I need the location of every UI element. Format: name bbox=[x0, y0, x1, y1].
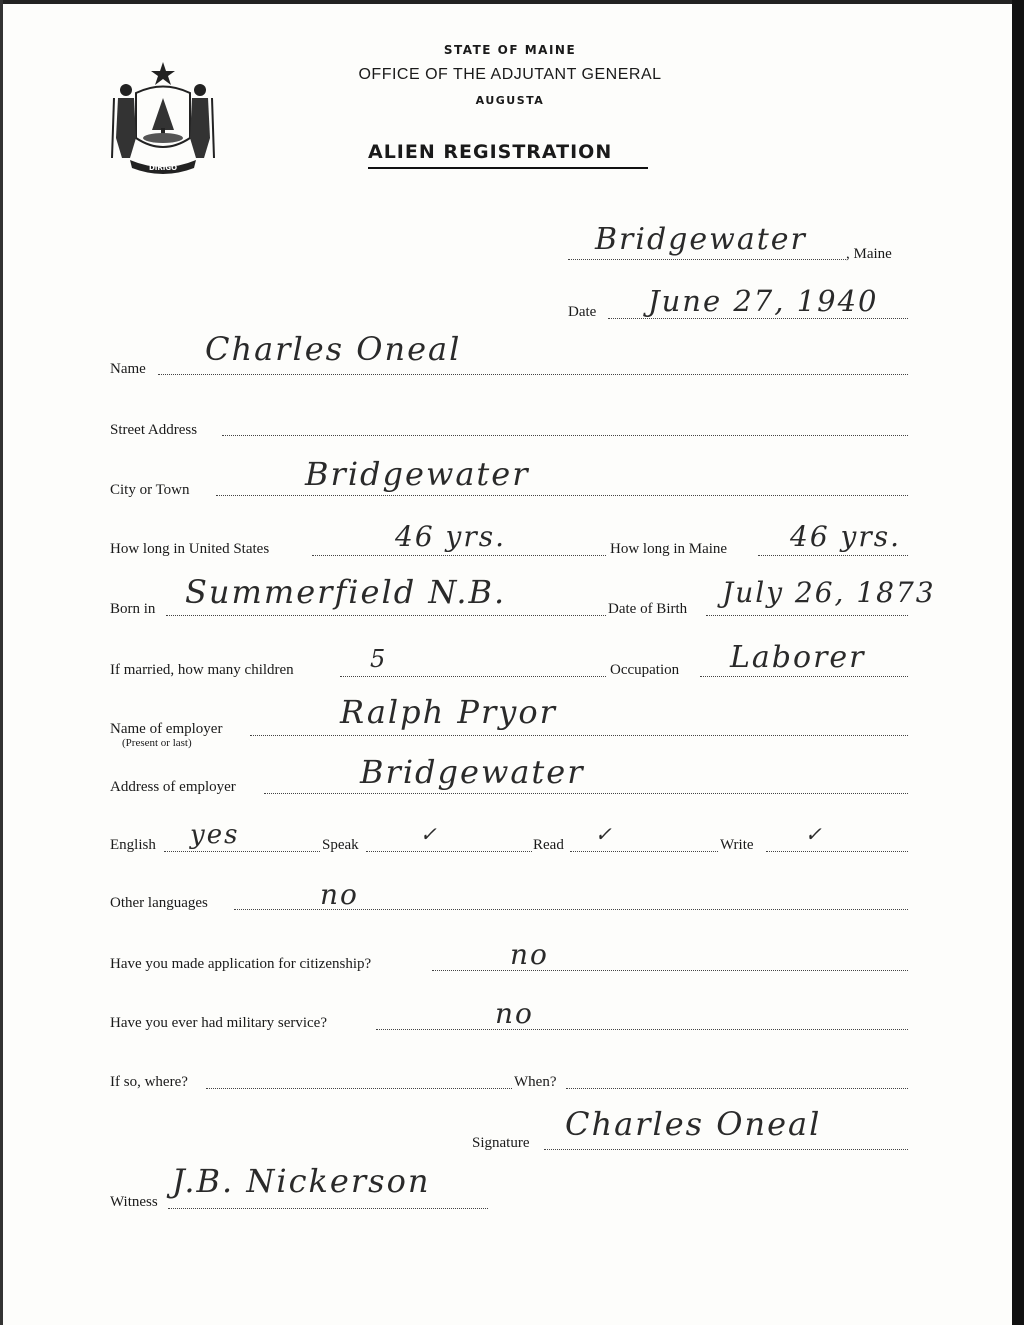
employer-name-line bbox=[250, 735, 908, 736]
when-label: When? bbox=[514, 1074, 557, 1090]
name-label: Name bbox=[110, 361, 146, 377]
how-long-maine-value[interactable]: 46 yrs. bbox=[790, 520, 902, 553]
street-line bbox=[222, 435, 908, 436]
city-heading: AUGUSTA bbox=[475, 94, 545, 107]
name-value[interactable]: Charles Oneal bbox=[205, 330, 462, 368]
military-label: Have you ever had military service? bbox=[110, 1015, 327, 1031]
scan-edge-right bbox=[1012, 0, 1024, 1325]
scan-edge-left bbox=[0, 0, 3, 1325]
witness-value[interactable]: J.B. Nickerson bbox=[172, 1162, 431, 1200]
english-value[interactable]: yes bbox=[190, 820, 240, 850]
how-long-us-line bbox=[312, 555, 606, 556]
born-in-value[interactable]: Summerfield N.B. bbox=[185, 573, 507, 611]
name-line bbox=[158, 374, 908, 375]
read-line bbox=[570, 851, 718, 852]
speak-line bbox=[366, 851, 532, 852]
city-label: City or Town bbox=[110, 482, 190, 498]
citizenship-line bbox=[432, 970, 908, 971]
other-languages-value[interactable]: no bbox=[320, 878, 359, 911]
military-value[interactable]: no bbox=[495, 997, 534, 1030]
witness-line bbox=[168, 1208, 488, 1209]
town-value[interactable]: Bridgewater bbox=[595, 222, 807, 257]
citizenship-value[interactable]: no bbox=[510, 938, 549, 971]
employer-name-sublabel: (Present or last) bbox=[122, 737, 192, 749]
children-label: If married, how many children bbox=[110, 662, 294, 678]
seal-motto: DIRIGO bbox=[148, 164, 178, 172]
witness-label: Witness bbox=[110, 1194, 158, 1210]
maine-label: , Maine bbox=[846, 246, 892, 262]
employer-name-value[interactable]: Ralph Pryor bbox=[340, 693, 557, 731]
born-in-line bbox=[166, 615, 606, 616]
date-line bbox=[608, 318, 908, 319]
when-line bbox=[566, 1088, 908, 1089]
english-label: English bbox=[110, 837, 156, 853]
read-label: Read bbox=[533, 837, 564, 853]
born-in-label: Born in bbox=[110, 601, 156, 617]
speak-value[interactable]: ✓ bbox=[420, 822, 439, 846]
employer-address-value[interactable]: Bridgewater bbox=[360, 753, 585, 791]
english-line bbox=[164, 851, 320, 852]
occupation-value[interactable]: Laborer bbox=[730, 640, 866, 675]
how-long-maine-line bbox=[758, 555, 908, 556]
other-languages-label: Other languages bbox=[110, 895, 208, 911]
title-underline bbox=[368, 167, 648, 169]
date-label: Date bbox=[568, 304, 597, 320]
employer-address-line bbox=[264, 793, 908, 794]
write-label: Write bbox=[720, 837, 754, 853]
office-heading: OFFICE OF THE ADJUTANT GENERAL bbox=[358, 66, 662, 83]
city-line bbox=[216, 495, 908, 496]
employer-address-label: Address of employer bbox=[110, 779, 236, 795]
occupation-line bbox=[700, 676, 908, 677]
employer-name-label: Name of employer bbox=[110, 721, 223, 737]
signature-value[interactable]: Charles Oneal bbox=[565, 1105, 822, 1143]
city-value[interactable]: Bridgewater bbox=[305, 455, 530, 493]
signature-line bbox=[544, 1149, 908, 1150]
citizenship-label: Have you made application for citizenship? bbox=[110, 956, 372, 972]
state-heading: STATE OF MAINE bbox=[443, 43, 577, 57]
how-long-us-label: How long in United States bbox=[110, 541, 270, 557]
signature-label: Signature bbox=[472, 1135, 530, 1151]
street-label: Street Address bbox=[110, 422, 198, 438]
where-line bbox=[206, 1088, 512, 1089]
how-long-maine-label: How long in Maine bbox=[610, 541, 728, 557]
town-line bbox=[568, 259, 846, 260]
maine-state-seal bbox=[108, 58, 218, 178]
occupation-label: Occupation bbox=[610, 662, 680, 678]
read-value[interactable]: ✓ bbox=[595, 822, 614, 846]
form-title: ALIEN REGISTRATION bbox=[368, 141, 613, 163]
children-line bbox=[340, 676, 606, 677]
date-of-birth-label: Date of Birth bbox=[608, 601, 688, 617]
how-long-us-value[interactable]: 46 yrs. bbox=[395, 520, 507, 553]
date-of-birth-line bbox=[706, 615, 908, 616]
write-value[interactable]: ✓ bbox=[805, 822, 824, 846]
write-line bbox=[766, 851, 908, 852]
scan-edge-top bbox=[0, 0, 1024, 4]
if-so-where-label: If so, where? bbox=[110, 1074, 188, 1090]
children-value[interactable]: 5 bbox=[370, 645, 388, 673]
date-of-birth-value[interactable]: July 26, 1873 bbox=[722, 576, 936, 609]
speak-label: Speak bbox=[322, 837, 359, 853]
date-value[interactable]: June 27, 1940 bbox=[648, 284, 879, 318]
military-line bbox=[376, 1029, 908, 1030]
